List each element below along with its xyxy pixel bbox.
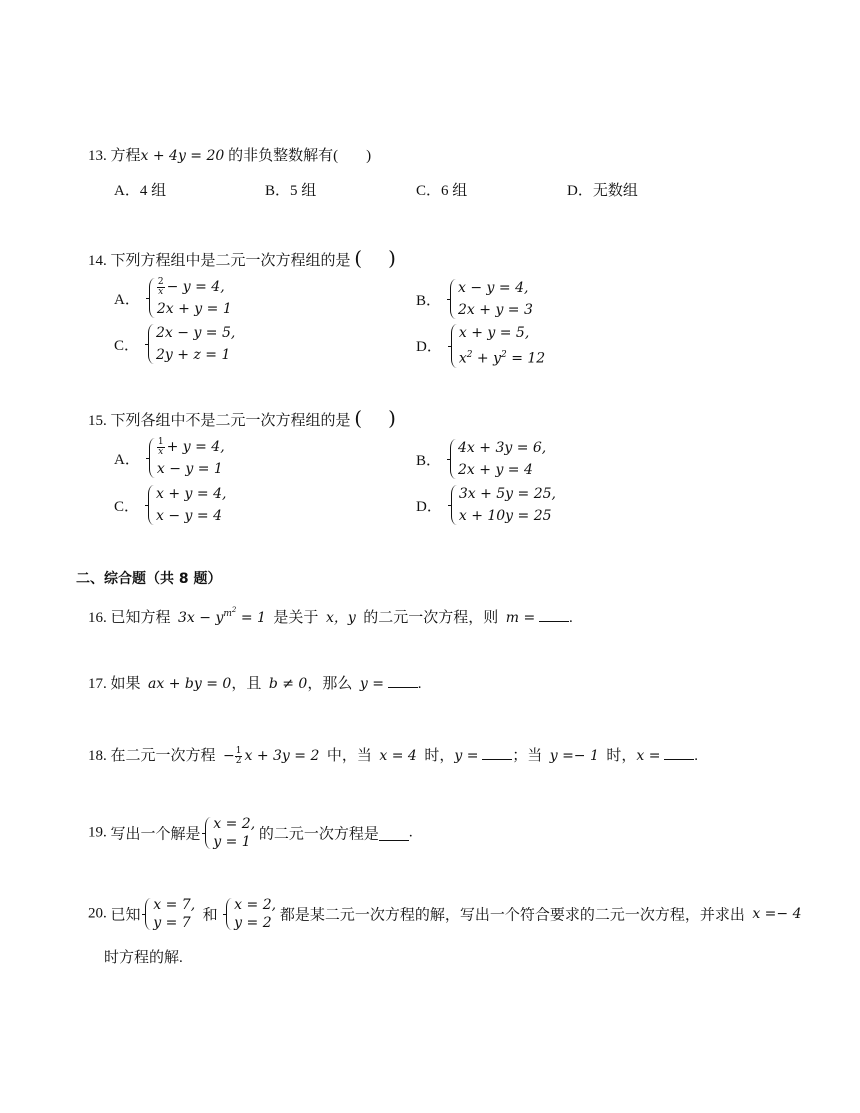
equation-system bbox=[449, 437, 546, 481]
stem-text: 时， bbox=[424, 748, 455, 764]
stem-text: 已知方程 bbox=[110, 610, 171, 626]
option-a bbox=[114, 179, 166, 200]
equation-line: 2x + y = 4 bbox=[458, 462, 533, 478]
option-label: D． bbox=[567, 183, 593, 199]
equation-line: 2x + y = 3 bbox=[458, 302, 533, 318]
option-label: C． bbox=[114, 337, 140, 354]
stem-text: 和 bbox=[202, 907, 218, 924]
option-text: 无数组 bbox=[592, 183, 638, 199]
stem-text: 的二元一次方程，则 bbox=[363, 610, 499, 626]
option-b bbox=[416, 277, 533, 321]
equation-line: x − y = 4, bbox=[458, 280, 529, 296]
answer-blank[interactable] bbox=[482, 745, 512, 760]
stem-text: 在二元一次方程 bbox=[110, 748, 216, 764]
period: . bbox=[694, 748, 698, 764]
stem-text: ，那么 bbox=[307, 676, 353, 692]
stem-text: 已知 bbox=[110, 907, 141, 924]
equation-line: x = 7, bbox=[153, 897, 196, 913]
stem-text: 时， bbox=[606, 748, 637, 764]
condition: y =− 1 bbox=[549, 748, 599, 764]
equation-system bbox=[147, 483, 226, 527]
option-b bbox=[265, 179, 316, 200]
question-20 bbox=[88, 896, 802, 932]
question-19 bbox=[88, 815, 413, 851]
question-number: 13. bbox=[88, 148, 107, 164]
question-16 bbox=[88, 606, 573, 627]
variables: x，y bbox=[325, 610, 356, 626]
equation-line: x + y = 4, bbox=[156, 486, 227, 502]
stem-text: 如果 bbox=[110, 676, 141, 692]
option-c bbox=[416, 179, 467, 200]
answer-paren-close: ) bbox=[388, 246, 396, 270]
equation-line: 2x − y = 5, bbox=[156, 325, 236, 341]
answer-paren-open: ( bbox=[354, 406, 363, 430]
period: . bbox=[408, 824, 413, 841]
ask-expression: m = bbox=[505, 610, 536, 626]
question-number: 15. bbox=[88, 413, 107, 429]
answer-blank[interactable] bbox=[539, 607, 569, 622]
condition: x =− 4 bbox=[752, 906, 802, 922]
option-label: A． bbox=[114, 183, 140, 199]
answer-paren-close: ) bbox=[388, 406, 396, 430]
stem-text: 都是某二元一次方程的解，写出一个符合要求的二元一次方程，并求出 bbox=[279, 907, 745, 924]
question-number: 19. bbox=[88, 824, 107, 841]
equation-line: + y = 4, bbox=[166, 439, 225, 455]
question-13-stem bbox=[88, 144, 371, 165]
equation-line: 3x + 5y = 25, bbox=[458, 486, 556, 502]
equation-line: x − y = 4 bbox=[156, 508, 222, 524]
answer-blank[interactable] bbox=[388, 673, 418, 688]
option-c bbox=[114, 322, 235, 366]
option-label: D． bbox=[416, 498, 442, 515]
solution-system bbox=[144, 896, 195, 932]
equation-line: x = 2, bbox=[234, 897, 277, 913]
equation-line: x − y = 1 bbox=[156, 461, 223, 477]
period: . bbox=[417, 676, 422, 692]
answer-blank[interactable] bbox=[664, 745, 694, 760]
stem-text: ，且 bbox=[231, 676, 262, 692]
option-c bbox=[114, 483, 226, 527]
stem-text: 写出一个解是 bbox=[110, 826, 201, 843]
equation-line: 4x + 3y = 6, bbox=[458, 440, 547, 456]
fraction: $\frac{1}{x}$ bbox=[157, 436, 164, 457]
equation-line: y = 1 bbox=[213, 834, 251, 850]
option-a bbox=[114, 436, 225, 480]
question-17 bbox=[88, 672, 421, 693]
equation-line: 2y + z = 1 bbox=[156, 347, 231, 363]
stem-text: 中，当 bbox=[326, 748, 372, 764]
stem-text: 下列各组中不是二元一次方程组的是 bbox=[110, 413, 351, 429]
fraction: $\frac{2}{x}$ bbox=[157, 276, 164, 297]
equation: ax + by = 0 bbox=[148, 676, 232, 692]
equation-line: x + 10y = 25 bbox=[458, 508, 552, 524]
option-label: B． bbox=[416, 452, 442, 469]
option-text: 4 组 bbox=[139, 183, 167, 199]
answer-paren-close: ) bbox=[366, 148, 372, 164]
stem-text: ；当 bbox=[512, 748, 543, 764]
stem-text: 下列方程组中是二元一次方程组的是 bbox=[110, 253, 351, 269]
question-number: 20. bbox=[88, 905, 107, 922]
option-d bbox=[416, 483, 556, 527]
option-label: B． bbox=[265, 183, 291, 199]
period: . bbox=[568, 610, 573, 626]
question-20-continuation: 时方程的解. bbox=[104, 950, 183, 966]
condition: b ≠ 0 bbox=[268, 676, 308, 692]
answer-blank[interactable] bbox=[379, 826, 409, 841]
ask-expression: x = bbox=[636, 748, 661, 764]
option-label: B． bbox=[416, 292, 442, 309]
equation-system bbox=[450, 322, 545, 370]
option-d bbox=[567, 179, 638, 200]
equation-line: x = 2, bbox=[213, 816, 256, 832]
stem-text: 的二元一次方程是 bbox=[258, 826, 379, 843]
ask-expression: y = bbox=[359, 676, 384, 692]
stem-text: 是关于 bbox=[273, 610, 319, 626]
equation-system bbox=[148, 276, 232, 320]
option-label: A． bbox=[114, 451, 140, 468]
equation-system bbox=[148, 436, 225, 480]
option-label: A． bbox=[114, 291, 140, 308]
option-b bbox=[416, 437, 546, 481]
equation-system bbox=[449, 277, 533, 321]
stem-text: 方程 bbox=[110, 148, 141, 164]
equation: − $\frac{1}{2}$ x + 3y = 2 bbox=[223, 745, 320, 766]
question-number: 17. bbox=[88, 676, 107, 692]
question-number: 16. bbox=[88, 610, 107, 626]
equation: $3x - y^{m^2} = 1$ bbox=[178, 606, 266, 626]
option-text: 5 组 bbox=[290, 183, 317, 199]
equation: x + 4y = 20 bbox=[140, 148, 225, 164]
ask-expression: y = bbox=[454, 748, 479, 764]
section-heading: 二、综合题（共 8 题） bbox=[76, 571, 222, 587]
equation-line: 2x + y = 1 bbox=[156, 301, 232, 317]
equation-line: y = 7 bbox=[153, 915, 191, 931]
option-label: C． bbox=[416, 183, 442, 199]
equation-line: $x^2 + y^2 = 12$ bbox=[458, 350, 546, 367]
question-18 bbox=[88, 744, 698, 766]
equation-line: − y = 4, bbox=[166, 279, 225, 295]
equation-system bbox=[147, 322, 235, 366]
option-text: 6 组 bbox=[441, 183, 468, 199]
solution-system bbox=[225, 896, 276, 932]
equation-system bbox=[450, 483, 556, 527]
equation-line: y = 2 bbox=[234, 915, 272, 931]
option-a bbox=[114, 276, 232, 320]
question-number: 14. bbox=[88, 253, 107, 269]
option-label: D． bbox=[416, 339, 442, 356]
option-d bbox=[416, 322, 545, 370]
solution-system bbox=[204, 815, 255, 851]
option-label: C． bbox=[114, 498, 140, 515]
question-14-stem bbox=[88, 246, 396, 270]
question-15-stem bbox=[88, 406, 396, 430]
answer-paren-open: ( bbox=[354, 246, 363, 270]
equation-line: x + y = 5, bbox=[458, 325, 530, 341]
question-number: 18. bbox=[88, 748, 107, 764]
stem-text: 的非负整数解有( bbox=[228, 148, 339, 164]
condition: x = 4 bbox=[379, 748, 417, 764]
